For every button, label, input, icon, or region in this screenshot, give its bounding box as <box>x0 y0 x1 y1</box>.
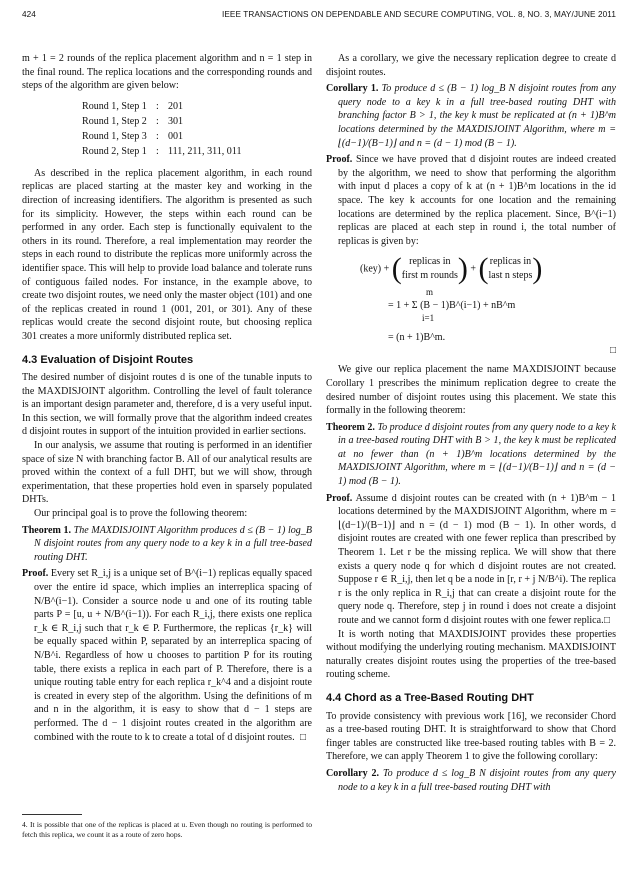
round-row: Round 2, Step 1 : 111, 211, 311, 011 <box>82 145 242 157</box>
round-row: Round 1, Step 2 : 301 <box>82 115 184 127</box>
paragraph: It is worth noting that MAXDISJOINT provides these properties without modifying the underlying routing mechanism. MAXDISJOINT naturally creates disjoint routes using the properties of the tree-based routing scheme. <box>326 628 616 681</box>
replica-count-equation: (key) + ( replicas in first m rounds) + (replicas in last n steps) m = 1 + Σ (B − 1)B^(i−1) + nB^m i=1 = (n + 1)B^m. □ <box>360 252 616 357</box>
theorem-text: The MAXDISJOINT Algorithm produces d ≤ (B − 1) log_B N disjoint routes from any query node to a key k in a full tree-based routing DHT. <box>34 524 312 563</box>
theorem-2 <box>326 421 616 489</box>
proof-text: Every set R_i,j is a unique set of B^(i−1) replicas equally spaced over the entire id space, which implies an interreplica spacing of N/B^(i−1). Consider a source node u and one of its routing table parts P = [u, u + N/B^(i−1)). For each R_i,j, there exists one replica r_k ∈ R_i,j such that r_k ∈ P. Furthermore, the replicas {r_k} will be equally spaced within P, separated by an interreplica spacing of N/B^i. Regardless of how u chooses to partition P for its routing table, there exists a replica in each part of P. Therefore, there is a unique routing table entry for each replica r_k^4 and a disjoint route is created in every step of the algorithm. Using the definitions of m and n in the algorithm, it is easy to show that d − 1 steps are performed. The d − 1 disjoint routes created in the algorithm are combined with the route to k to create a total of d disjoint routes. <box>34 568 312 743</box>
paragraph: To provide consistency with previous work [16], we reconsider Chord as a tree-based routing DHT. It is straightforward to show that Chord finger tables are constructed like tree-based routing tables with B = 2. Therefore, we can apply Theorem 1 to give the following corollary: <box>326 710 616 763</box>
theorem-text: To produce d disjoint routes from any query node to a key k in a tree-based routing DHT with B > 1, the key k must be replicated at no fewer than (n + 1)B^m locations determined by the MAXDISJOINT Algorithm, where m = ⌊(d−1)/(B−1)⌋ and n = (d − 1) mod (B − 1). <box>338 421 616 488</box>
proof-1: Proof. Every set R_i,j is a unique set of B^(i−1) replicas equally spaced over the entire id space, which implies an interreplica spacing of N/B^(i−1). Consider a source node u and one of its routing table parts P = [u, u + N/B^(i−1)). For each R_i,j, there exists one replica r_k ∈ R_i,j such that r_k ∈ P. Furthermore, the replicas {r_k} will be equally spaced within P, separated by an interreplica spacing of N/B^i. Regardless of how u chooses to partition P for its routing table, there exists a replica in each part of P. Therefore, there is a unique routing table entry for each replica r_k^4 and a disjoint route is created in every step of the algorithm. Using the definitions of m and n in the algorithm, it is easy to show that d − 1 steps are performed. The d − 1 disjoint routes created in the algorithm are combined with the route to k to create a total of d disjoint routes. □ <box>22 568 312 743</box>
corollary-2 <box>326 767 616 794</box>
corollary-1 <box>326 82 616 150</box>
paragraph: Our principal goal is to prove the following theorem: <box>34 508 248 520</box>
paragraph: As described in the replica placement algorithm, in each round replicas are placed starting at the master key and working in the direction of increasing identifiers. The algorithm is presented as such for its simplicity. However, the steps within each round can be performed in any order. Each step is functionally equivalent to the others in its round. Therefore, a real implementation may reorder the steps in each round to distribute the replicas more uniformly across the identifier space. This will help to provide load balance and tolerate runs of contiguous failed nodes. For instance, in the example above, to create two disjoint routes, we need only the master object (101) and one of the replicas created in round 1 (001, 201, or 301). Any of these replicas would create the second disjoint route, but choosing replica 301 creates a more uniformly distributed replica set. <box>22 167 312 342</box>
paragraph: The desired number of disjoint routes d is one of the tunable inputs to the MAXDISJOINT algorithm. Controlling the level of fault tolerance is an important design parameter and, therefore, d is a very useful input. In this section, we will formally prove that the algorithm indeed creates d disjoint routes in support of the intuition provided in earlier sections. <box>22 372 312 438</box>
theorem-label: Theorem 1. <box>22 524 72 536</box>
corollary-label: Corollary 2. <box>326 767 380 779</box>
eq-plus: + <box>470 263 476 275</box>
corollary-text: To produce d ≤ log_B N disjoint routes from any query node to a key k in a full tree-based routing DHT with <box>338 767 616 793</box>
section-heading: 4.3 Evaluation of Disjoint Routes <box>22 353 194 366</box>
paragraph: In our analysis, we assume that routing is performed in an identifier space of size N with branching factor B. All of our analytical results are proved within the context of a full DHT, but we will show, through experimentation, that these properties hold even in sparsely populated DHTs. <box>22 440 312 506</box>
eq-box2-top: replicas in <box>489 256 532 268</box>
footnote: 4. It is possible that one of the replicas is placed at u. Even though no routing is performed to fetch this replica, we count it as a route of zero hops. <box>22 820 312 839</box>
corollary-text: To produce d ≤ (B − 1) log_B N disjoint routes from any query node to a key k in a full tree-based routing DHT with branching factor B > 1, the key k must be replicated at (n + 1)B^m locations determined by the MAXDISJOINT Algorithm, where m = ⌊(d−1)/(B−1)⌋ and n = (d − 1) mod (B − 1). <box>338 83 617 149</box>
theorem-label: Theorem 2. <box>326 421 375 433</box>
page-number: 424 <box>22 10 36 19</box>
footnote-rule <box>22 814 82 815</box>
proof-label: Proof. <box>22 568 49 580</box>
proof-label: Proof. <box>326 154 353 166</box>
eq-key-term: (key) + <box>360 263 390 275</box>
proof-label: Proof. <box>326 492 353 504</box>
page-header <box>22 8 616 22</box>
eq-line-3: = (n + 1)B^m. <box>388 332 446 344</box>
round-row: Round 1, Step 3 : 001 <box>82 130 184 142</box>
section-heading: 4.4 Chord as a Tree-Based Routing DHT <box>326 691 534 704</box>
right-column <box>326 52 616 794</box>
proof-2 <box>326 153 616 248</box>
eq-line-2: = 1 + Σ (B − 1)B^(i−1) + nB^m <box>388 300 516 312</box>
corollary-label: Corollary 1. <box>326 83 379 95</box>
journal-title: IEEE TRANSACTIONS ON DEPENDABLE AND SECURE COMPUTING, VOL. 8, NO. 3, MAY/JUNE 2011 <box>221 10 616 19</box>
proof-text: Assume d disjoint routes can be created with (n + 1)B^m − 1 locations determined by the MAXDISJOINT Algorithm, where m = ⌊(d−1)/(B−1)⌋ and n = (d − 1) mod (B − 1). In other words, d disjoint routes are created with one fewer replica than prescribed by Theorem 1. Let r be the missing replica. We will show that there exists a query node q for which d disjoint routes are not created. Suppose r ∈ R_i,j, then let q be a node in [r, r + j N/B^i). The replica r is the only replica in R_i,j that can create a disjoint route for the query node q. Therefore, step j in round i does not create a disjoint route and we cannot form d disjoint routes with one fewer replica. <box>338 492 616 626</box>
theorem-1 <box>22 524 312 565</box>
eq-sum-upper: m <box>426 287 434 298</box>
eq-box2-bottom: last n steps <box>488 270 533 282</box>
paragraph: As a corollary, we give the necessary replication degree to create d disjoint routes. <box>326 53 616 78</box>
eq-box1-bottom: first m rounds <box>401 270 458 282</box>
eq-box1-top: replicas in <box>409 256 451 268</box>
proof-3: Proof. Assume d disjoint routes can be created with (n + 1)B^m − 1 locations determined by the MAXDISJOINT Algorithm, where m = ⌊(d−1)/(B−1)⌋ and n = (d − 1) mod (B − 1). In other words, d disjoint routes are created with one fewer replica than prescribed by Theorem 1. Let r be the missing replica. We will show that there exists a query node q for which d disjoint routes are not created. Suppose r ∈ R_i,j, then let q be a node in [r, r + j N/B^i). The replica r is the only replica in R_i,j that can create a disjoint route for the query node q. Therefore, step j in round i does not create a disjoint route and we cannot form d disjoint routes with one fewer replica. □ <box>326 492 616 626</box>
paragraph: m + 1 = 2 rounds of the replica placement algorithm and n = 1 step in the final round. The replica locations and the corresponding rounds and steps of the algorithm are given below: <box>22 53 312 92</box>
left-column <box>22 52 312 744</box>
eq-sum-lower: i=1 <box>422 313 435 324</box>
round-row: Round 1, Step 1 : 201 <box>82 100 184 112</box>
paragraph: We give our replica placement the name MAXDISJOINT because Corollary 1 prescribes the minimum replication degree to create the desired number of disjoint routes using this placement. We state this formally in the following theorem: <box>326 364 616 417</box>
replica-rounds-list <box>82 99 312 159</box>
proof-text: Since we have proved that d disjoint routes are indeed created by the algorithm, we need to show that performing the algorithm with input d places a copy of k at (n + 1)B^m locations in the id space. The key k accounts for one location and the remaining locations are determined by the replica placement. Since, B^(i−1) replicas are placed at each step in round i, the total number of replicas is given by: <box>338 154 616 247</box>
qed-symbol: □ <box>609 345 616 357</box>
